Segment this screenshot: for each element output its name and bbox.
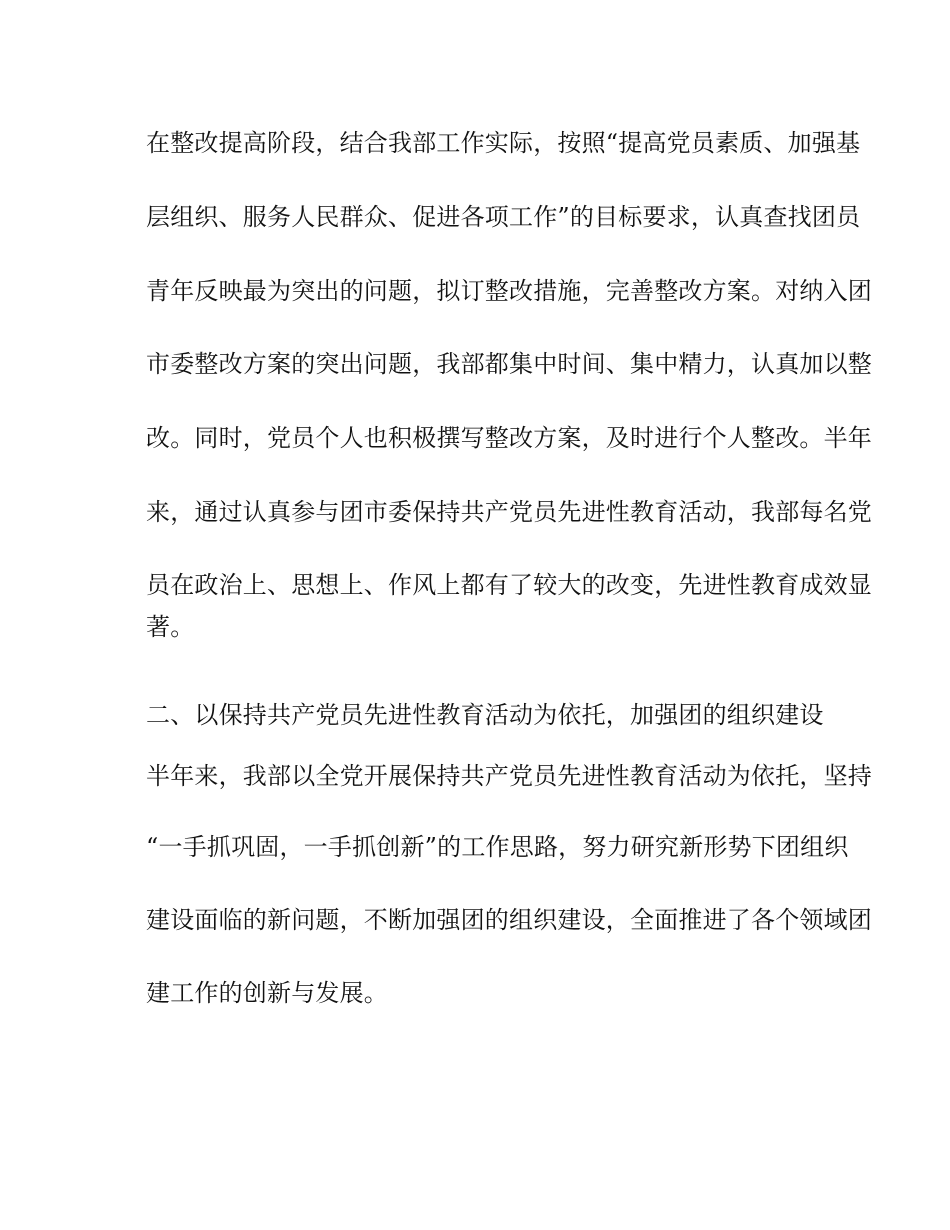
paragraph-1-line-4: 市委整改方案的突出问题，我部都集中时间、集中精力，认真加以整: [146, 350, 872, 378]
paragraph-1-line-2: 层组织、服务人民群众、促进各项工作”的目标要求，认真查找团员: [146, 203, 861, 231]
paragraph-1-line-3: 青年反映最为突出的问题，拟订整改措施，完善整改方案。对纳入团: [146, 277, 872, 305]
paragraph-2-line-4: 建工作的创新与发展。: [146, 979, 388, 1007]
paragraph-1-line-7: 员在政治上、思想上、作风上都有了较大的改变，先进性教育成效显: [146, 571, 872, 599]
paragraph-1-line-8: 著。: [146, 613, 195, 641]
paragraph-2-line-3: 建设面临的新问题，不断加强团的组织建设，全面推进了各个领域团: [146, 906, 872, 934]
paragraph-1-line-1: 在整改提高阶段，结合我部工作实际，按照“提高党员素质、加强基: [146, 129, 861, 157]
paragraph-1-line-6: 来，通过认真参与团市委保持共产党员先进性教育活动，我部每名党: [146, 498, 872, 526]
paragraph-2-line-2: “一手抓巩固，一手抓创新”的工作思路，努力研究新形势下团组织: [146, 833, 849, 861]
paragraph-2-line-1: 半年来，我部以全党开展保持共产党员先进性教育活动为依托，坚持: [146, 762, 872, 790]
paragraph-1-line-5: 改。同时，党员个人也积极撰写整改方案，及时进行个人整改。半年: [146, 424, 872, 452]
section-heading: 二、以保持共产党员先进性教育活动为依托，加强团的组织建设: [146, 701, 824, 729]
